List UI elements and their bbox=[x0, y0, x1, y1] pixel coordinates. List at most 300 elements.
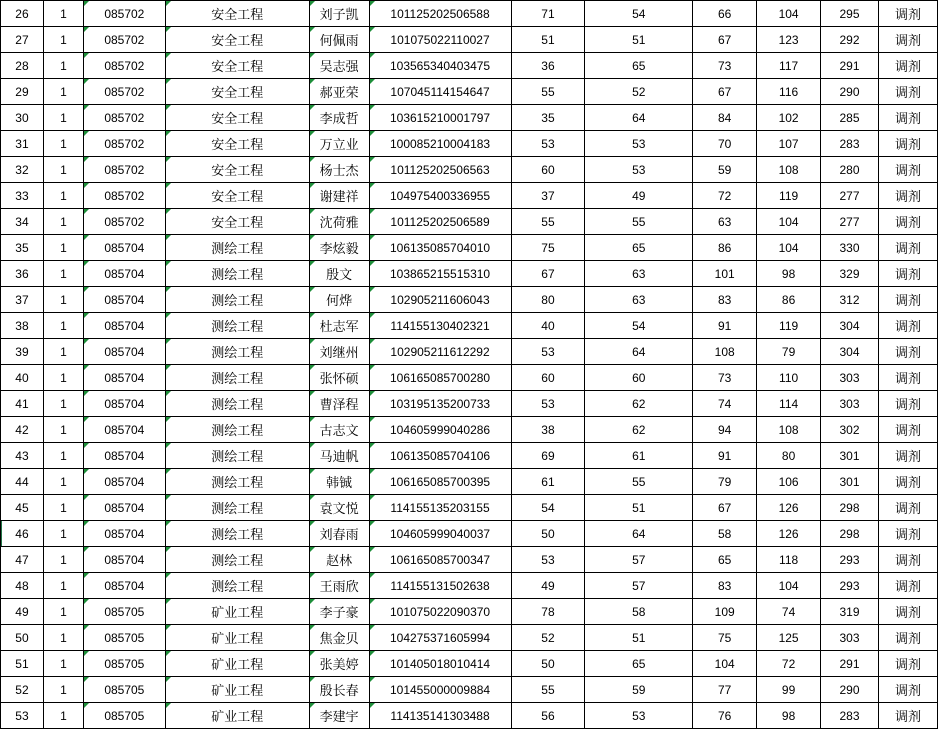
cell-exam-id[interactable]: 106135085704106 bbox=[369, 443, 511, 469]
cell-score-3[interactable]: 83 bbox=[693, 573, 757, 599]
cell-total-score[interactable]: 295 bbox=[821, 1, 879, 27]
table-row[interactable] bbox=[1, 547, 938, 573]
cell-score-2[interactable]: 61 bbox=[585, 443, 693, 469]
cell-major-code[interactable]: 085702 bbox=[83, 131, 165, 157]
cell-student-name[interactable]: 刘春雨 bbox=[309, 521, 369, 547]
cell-score-2[interactable]: 55 bbox=[585, 209, 693, 235]
cell-score-1[interactable]: 53 bbox=[511, 547, 585, 573]
table-row[interactable] bbox=[1, 417, 938, 443]
cell-score-4[interactable]: 80 bbox=[757, 443, 821, 469]
table-row[interactable] bbox=[1, 287, 938, 313]
cell-exam-id[interactable]: 101455000009884 bbox=[369, 677, 511, 703]
cell-score-1[interactable]: 75 bbox=[511, 235, 585, 261]
cell-score-4[interactable]: 116 bbox=[757, 79, 821, 105]
cell-exam-id[interactable]: 101125202506563 bbox=[369, 157, 511, 183]
cell-major-code[interactable]: 085702 bbox=[83, 209, 165, 235]
cell-score-3[interactable]: 104 bbox=[693, 651, 757, 677]
cell-score-4[interactable]: 126 bbox=[757, 495, 821, 521]
cell-score-1[interactable]: 38 bbox=[511, 417, 585, 443]
cell-student-name[interactable]: 张怀硕 bbox=[309, 365, 369, 391]
cell-score-3[interactable]: 91 bbox=[693, 443, 757, 469]
table-row[interactable] bbox=[1, 183, 938, 209]
cell-score-4[interactable]: 104 bbox=[757, 235, 821, 261]
cell-score-2[interactable]: 63 bbox=[585, 287, 693, 313]
cell-score-4[interactable]: 106 bbox=[757, 469, 821, 495]
cell-score-2[interactable]: 64 bbox=[585, 105, 693, 131]
cell-score-1[interactable]: 37 bbox=[511, 183, 585, 209]
cell-total-score[interactable]: 303 bbox=[821, 391, 879, 417]
cell-status[interactable]: 调剂 bbox=[878, 495, 937, 521]
cell-major-code[interactable]: 085705 bbox=[83, 651, 165, 677]
cell-score-3[interactable]: 108 bbox=[693, 339, 757, 365]
cell-major-name[interactable]: 安全工程 bbox=[165, 209, 309, 235]
cell-index[interactable]: 46 bbox=[1, 521, 44, 547]
cell-major-name[interactable]: 矿业工程 bbox=[165, 625, 309, 651]
cell-student-name[interactable]: 何烨 bbox=[309, 287, 369, 313]
cell-status[interactable]: 调剂 bbox=[878, 157, 937, 183]
cell-status[interactable]: 调剂 bbox=[878, 625, 937, 651]
cell-index[interactable]: 36 bbox=[1, 261, 44, 287]
table-row[interactable] bbox=[1, 27, 938, 53]
cell-student-name[interactable]: 刘继州 bbox=[309, 339, 369, 365]
cell-major-name[interactable]: 测绘工程 bbox=[165, 339, 309, 365]
cell-major-code[interactable]: 085705 bbox=[83, 599, 165, 625]
cell-index[interactable]: 30 bbox=[1, 105, 44, 131]
cell-count[interactable]: 1 bbox=[43, 261, 83, 287]
cell-score-1[interactable]: 69 bbox=[511, 443, 585, 469]
cell-index[interactable]: 31 bbox=[1, 131, 44, 157]
cell-index[interactable]: 38 bbox=[1, 313, 44, 339]
cell-status[interactable]: 调剂 bbox=[878, 417, 937, 443]
cell-status[interactable]: 调剂 bbox=[878, 261, 937, 287]
cell-status[interactable]: 调剂 bbox=[878, 573, 937, 599]
cell-score-4[interactable]: 72 bbox=[757, 651, 821, 677]
cell-count[interactable]: 1 bbox=[43, 417, 83, 443]
cell-score-2[interactable]: 62 bbox=[585, 391, 693, 417]
cell-major-code[interactable]: 085704 bbox=[83, 391, 165, 417]
cell-score-3[interactable]: 65 bbox=[693, 547, 757, 573]
cell-score-4[interactable]: 119 bbox=[757, 313, 821, 339]
cell-major-code[interactable]: 085705 bbox=[83, 625, 165, 651]
cell-index[interactable]: 41 bbox=[1, 391, 44, 417]
cell-exam-id[interactable]: 103565340403475 bbox=[369, 53, 511, 79]
cell-count[interactable]: 1 bbox=[43, 677, 83, 703]
cell-count[interactable]: 1 bbox=[43, 287, 83, 313]
cell-index[interactable]: 35 bbox=[1, 235, 44, 261]
cell-exam-id[interactable]: 114155130402321 bbox=[369, 313, 511, 339]
cell-total-score[interactable]: 293 bbox=[821, 547, 879, 573]
cell-score-3[interactable]: 84 bbox=[693, 105, 757, 131]
cell-status[interactable]: 调剂 bbox=[878, 443, 937, 469]
cell-exam-id[interactable]: 106135085704010 bbox=[369, 235, 511, 261]
cell-score-1[interactable]: 60 bbox=[511, 157, 585, 183]
cell-total-score[interactable]: 302 bbox=[821, 417, 879, 443]
cell-total-score[interactable]: 290 bbox=[821, 677, 879, 703]
cell-score-2[interactable]: 52 bbox=[585, 79, 693, 105]
cell-score-1[interactable]: 35 bbox=[511, 105, 585, 131]
cell-exam-id[interactable]: 104275371605994 bbox=[369, 625, 511, 651]
cell-index[interactable]: 28 bbox=[1, 53, 44, 79]
cell-score-2[interactable]: 51 bbox=[585, 625, 693, 651]
cell-major-name[interactable]: 安全工程 bbox=[165, 53, 309, 79]
cell-status[interactable]: 调剂 bbox=[878, 521, 937, 547]
cell-status[interactable]: 调剂 bbox=[878, 53, 937, 79]
cell-score-4[interactable]: 110 bbox=[757, 365, 821, 391]
cell-score-3[interactable]: 101 bbox=[693, 261, 757, 287]
cell-score-2[interactable]: 59 bbox=[585, 677, 693, 703]
cell-total-score[interactable]: 298 bbox=[821, 521, 879, 547]
cell-score-4[interactable]: 117 bbox=[757, 53, 821, 79]
cell-score-4[interactable]: 98 bbox=[757, 703, 821, 729]
cell-score-1[interactable]: 51 bbox=[511, 27, 585, 53]
cell-score-4[interactable]: 104 bbox=[757, 573, 821, 599]
cell-score-3[interactable]: 59 bbox=[693, 157, 757, 183]
cell-exam-id[interactable]: 104605999040286 bbox=[369, 417, 511, 443]
cell-student-name[interactable]: 李炫毅 bbox=[309, 235, 369, 261]
cell-score-2[interactable]: 65 bbox=[585, 53, 693, 79]
cell-total-score[interactable]: 292 bbox=[821, 27, 879, 53]
cell-student-name[interactable]: 张美婷 bbox=[309, 651, 369, 677]
cell-score-3[interactable]: 74 bbox=[693, 391, 757, 417]
cell-student-name[interactable]: 杨士杰 bbox=[309, 157, 369, 183]
cell-major-code[interactable]: 085704 bbox=[83, 573, 165, 599]
cell-score-3[interactable]: 83 bbox=[693, 287, 757, 313]
cell-score-1[interactable]: 67 bbox=[511, 261, 585, 287]
cell-count[interactable]: 1 bbox=[43, 313, 83, 339]
cell-exam-id[interactable]: 102905211606043 bbox=[369, 287, 511, 313]
cell-score-4[interactable]: 98 bbox=[757, 261, 821, 287]
cell-total-score[interactable]: 303 bbox=[821, 625, 879, 651]
cell-major-name[interactable]: 安全工程 bbox=[165, 157, 309, 183]
cell-exam-id[interactable]: 101075022090370 bbox=[369, 599, 511, 625]
table-row[interactable] bbox=[1, 625, 938, 651]
cell-major-code[interactable]: 085702 bbox=[83, 53, 165, 79]
table-row[interactable] bbox=[1, 573, 938, 599]
cell-total-score[interactable]: 298 bbox=[821, 495, 879, 521]
cell-score-1[interactable]: 50 bbox=[511, 521, 585, 547]
cell-exam-id[interactable]: 104975400336955 bbox=[369, 183, 511, 209]
cell-score-1[interactable]: 60 bbox=[511, 365, 585, 391]
cell-score-1[interactable]: 55 bbox=[511, 209, 585, 235]
cell-count[interactable]: 1 bbox=[43, 625, 83, 651]
cell-major-code[interactable]: 085704 bbox=[83, 287, 165, 313]
cell-status[interactable]: 调剂 bbox=[878, 183, 937, 209]
table-row[interactable] bbox=[1, 261, 938, 287]
cell-major-code[interactable]: 085705 bbox=[83, 677, 165, 703]
cell-major-name[interactable]: 测绘工程 bbox=[165, 261, 309, 287]
cell-score-2[interactable]: 58 bbox=[585, 599, 693, 625]
cell-score-1[interactable]: 71 bbox=[511, 1, 585, 27]
cell-major-name[interactable]: 矿业工程 bbox=[165, 703, 309, 729]
cell-student-name[interactable]: 刘子凯 bbox=[309, 1, 369, 27]
cell-student-name[interactable]: 谢建祥 bbox=[309, 183, 369, 209]
cell-index[interactable]: 52 bbox=[1, 677, 44, 703]
cell-status[interactable]: 调剂 bbox=[878, 131, 937, 157]
table-row[interactable] bbox=[1, 703, 938, 729]
cell-student-name[interactable]: 李建宇 bbox=[309, 703, 369, 729]
cell-count[interactable]: 1 bbox=[43, 339, 83, 365]
cell-score-2[interactable]: 53 bbox=[585, 131, 693, 157]
cell-total-score[interactable]: 304 bbox=[821, 313, 879, 339]
cell-score-3[interactable]: 73 bbox=[693, 53, 757, 79]
cell-score-2[interactable]: 53 bbox=[585, 157, 693, 183]
cell-score-3[interactable]: 73 bbox=[693, 365, 757, 391]
cell-index[interactable]: 37 bbox=[1, 287, 44, 313]
cell-status[interactable]: 调剂 bbox=[878, 599, 937, 625]
cell-score-1[interactable]: 52 bbox=[511, 625, 585, 651]
cell-index[interactable]: 27 bbox=[1, 27, 44, 53]
cell-student-name[interactable]: 杜志军 bbox=[309, 313, 369, 339]
cell-count[interactable]: 1 bbox=[43, 131, 83, 157]
cell-index[interactable]: 45 bbox=[1, 495, 44, 521]
cell-total-score[interactable]: 303 bbox=[821, 365, 879, 391]
cell-count[interactable]: 1 bbox=[43, 235, 83, 261]
cell-count[interactable]: 1 bbox=[43, 443, 83, 469]
cell-count[interactable]: 1 bbox=[43, 703, 83, 729]
table-row[interactable] bbox=[1, 235, 938, 261]
cell-status[interactable]: 调剂 bbox=[878, 365, 937, 391]
cell-exam-id[interactable]: 114135141303488 bbox=[369, 703, 511, 729]
table-row[interactable] bbox=[1, 677, 938, 703]
table-row[interactable] bbox=[1, 443, 938, 469]
cell-score-4[interactable]: 104 bbox=[757, 1, 821, 27]
cell-student-name[interactable]: 郝亚荣 bbox=[309, 79, 369, 105]
cell-score-4[interactable]: 123 bbox=[757, 27, 821, 53]
cell-exam-id[interactable]: 103195135200733 bbox=[369, 391, 511, 417]
cell-score-1[interactable]: 80 bbox=[511, 287, 585, 313]
cell-index[interactable]: 42 bbox=[1, 417, 44, 443]
cell-index[interactable]: 32 bbox=[1, 157, 44, 183]
cell-score-4[interactable]: 118 bbox=[757, 547, 821, 573]
cell-status[interactable]: 调剂 bbox=[878, 27, 937, 53]
cell-total-score[interactable]: 277 bbox=[821, 209, 879, 235]
cell-major-code[interactable]: 085704 bbox=[83, 443, 165, 469]
table-row[interactable] bbox=[1, 391, 938, 417]
cell-score-2[interactable]: 51 bbox=[585, 495, 693, 521]
cell-status[interactable]: 调剂 bbox=[878, 677, 937, 703]
cell-student-name[interactable]: 殷长春 bbox=[309, 677, 369, 703]
cell-total-score[interactable]: 312 bbox=[821, 287, 879, 313]
cell-score-1[interactable]: 54 bbox=[511, 495, 585, 521]
cell-count[interactable]: 1 bbox=[43, 469, 83, 495]
cell-count[interactable]: 1 bbox=[43, 651, 83, 677]
cell-score-2[interactable]: 64 bbox=[585, 521, 693, 547]
cell-score-3[interactable]: 109 bbox=[693, 599, 757, 625]
cell-index[interactable]: 29 bbox=[1, 79, 44, 105]
cell-status[interactable]: 调剂 bbox=[878, 79, 937, 105]
cell-index[interactable]: 44 bbox=[1, 469, 44, 495]
cell-total-score[interactable]: 280 bbox=[821, 157, 879, 183]
cell-status[interactable]: 调剂 bbox=[878, 547, 937, 573]
table-row[interactable] bbox=[1, 339, 938, 365]
cell-student-name[interactable]: 吴志强 bbox=[309, 53, 369, 79]
cell-score-4[interactable]: 114 bbox=[757, 391, 821, 417]
cell-status[interactable]: 调剂 bbox=[878, 235, 937, 261]
table-row[interactable] bbox=[1, 53, 938, 79]
cell-count[interactable]: 1 bbox=[43, 1, 83, 27]
cell-major-code[interactable]: 085702 bbox=[83, 157, 165, 183]
cell-score-4[interactable]: 99 bbox=[757, 677, 821, 703]
cell-score-1[interactable]: 50 bbox=[511, 651, 585, 677]
cell-index[interactable]: 53 bbox=[1, 703, 44, 729]
cell-count[interactable]: 1 bbox=[43, 53, 83, 79]
cell-major-code[interactable]: 085702 bbox=[83, 27, 165, 53]
cell-major-name[interactable]: 安全工程 bbox=[165, 183, 309, 209]
cell-score-1[interactable]: 55 bbox=[511, 79, 585, 105]
cell-score-3[interactable]: 77 bbox=[693, 677, 757, 703]
cell-student-name[interactable]: 殷文 bbox=[309, 261, 369, 287]
cell-student-name[interactable]: 古志文 bbox=[309, 417, 369, 443]
cell-score-2[interactable]: 51 bbox=[585, 27, 693, 53]
cell-exam-id[interactable]: 100085210004183 bbox=[369, 131, 511, 157]
cell-count[interactable]: 1 bbox=[43, 495, 83, 521]
cell-total-score[interactable]: 301 bbox=[821, 469, 879, 495]
cell-exam-id[interactable]: 106165085700347 bbox=[369, 547, 511, 573]
cell-student-name[interactable]: 焦金贝 bbox=[309, 625, 369, 651]
cell-status[interactable]: 调剂 bbox=[878, 209, 937, 235]
cell-score-4[interactable]: 119 bbox=[757, 183, 821, 209]
cell-score-1[interactable]: 55 bbox=[511, 677, 585, 703]
cell-index[interactable]: 26 bbox=[1, 1, 44, 27]
cell-index[interactable]: 39 bbox=[1, 339, 44, 365]
cell-major-code[interactable]: 085704 bbox=[83, 469, 165, 495]
cell-index[interactable]: 48 bbox=[1, 573, 44, 599]
cell-total-score[interactable]: 291 bbox=[821, 53, 879, 79]
cell-score-4[interactable]: 126 bbox=[757, 521, 821, 547]
cell-score-1[interactable]: 56 bbox=[511, 703, 585, 729]
cell-major-name[interactable]: 测绘工程 bbox=[165, 521, 309, 547]
cell-total-score[interactable]: 319 bbox=[821, 599, 879, 625]
cell-index[interactable]: 43 bbox=[1, 443, 44, 469]
cell-major-code[interactable]: 085704 bbox=[83, 261, 165, 287]
cell-score-1[interactable]: 53 bbox=[511, 339, 585, 365]
cell-total-score[interactable]: 283 bbox=[821, 703, 879, 729]
cell-score-1[interactable]: 36 bbox=[511, 53, 585, 79]
cell-student-name[interactable]: 李成哲 bbox=[309, 105, 369, 131]
cell-major-code[interactable]: 085702 bbox=[83, 79, 165, 105]
cell-score-3[interactable]: 70 bbox=[693, 131, 757, 157]
cell-score-4[interactable]: 107 bbox=[757, 131, 821, 157]
cell-score-3[interactable]: 91 bbox=[693, 313, 757, 339]
cell-score-4[interactable]: 125 bbox=[757, 625, 821, 651]
cell-total-score[interactable]: 291 bbox=[821, 651, 879, 677]
cell-score-1[interactable]: 61 bbox=[511, 469, 585, 495]
cell-major-code[interactable]: 085704 bbox=[83, 365, 165, 391]
cell-major-code[interactable]: 085704 bbox=[83, 521, 165, 547]
cell-total-score[interactable]: 293 bbox=[821, 573, 879, 599]
cell-score-3[interactable]: 86 bbox=[693, 235, 757, 261]
cell-exam-id[interactable]: 106165085700395 bbox=[369, 469, 511, 495]
table-row[interactable] bbox=[1, 209, 938, 235]
cell-total-score[interactable]: 304 bbox=[821, 339, 879, 365]
cell-exam-id[interactable]: 114155131502638 bbox=[369, 573, 511, 599]
cell-score-3[interactable]: 72 bbox=[693, 183, 757, 209]
table-row[interactable] bbox=[1, 131, 938, 157]
cell-score-1[interactable]: 49 bbox=[511, 573, 585, 599]
cell-score-3[interactable]: 76 bbox=[693, 703, 757, 729]
cell-count[interactable]: 1 bbox=[43, 27, 83, 53]
cell-major-code[interactable]: 085704 bbox=[83, 339, 165, 365]
cell-score-2[interactable]: 63 bbox=[585, 261, 693, 287]
cell-score-2[interactable]: 54 bbox=[585, 1, 693, 27]
cell-major-name[interactable]: 测绘工程 bbox=[165, 547, 309, 573]
cell-count[interactable]: 1 bbox=[43, 209, 83, 235]
cell-score-3[interactable]: 94 bbox=[693, 417, 757, 443]
cell-major-name[interactable]: 安全工程 bbox=[165, 131, 309, 157]
cell-status[interactable]: 调剂 bbox=[878, 339, 937, 365]
cell-total-score[interactable]: 329 bbox=[821, 261, 879, 287]
cell-total-score[interactable]: 301 bbox=[821, 443, 879, 469]
cell-major-name[interactable]: 测绘工程 bbox=[165, 391, 309, 417]
cell-score-2[interactable]: 53 bbox=[585, 703, 693, 729]
cell-status[interactable]: 调剂 bbox=[878, 651, 937, 677]
table-row[interactable] bbox=[1, 157, 938, 183]
cell-count[interactable]: 1 bbox=[43, 391, 83, 417]
cell-major-name[interactable]: 测绘工程 bbox=[165, 495, 309, 521]
cell-major-code[interactable]: 085705 bbox=[83, 703, 165, 729]
cell-index[interactable]: 49 bbox=[1, 599, 44, 625]
cell-exam-id[interactable]: 103615210001797 bbox=[369, 105, 511, 131]
cell-total-score[interactable]: 283 bbox=[821, 131, 879, 157]
cell-student-name[interactable]: 袁文悦 bbox=[309, 495, 369, 521]
table-row[interactable] bbox=[1, 495, 938, 521]
table-row[interactable] bbox=[1, 599, 938, 625]
cell-student-name[interactable]: 王雨欣 bbox=[309, 573, 369, 599]
cell-count[interactable]: 1 bbox=[43, 79, 83, 105]
cell-exam-id[interactable]: 107045114154647 bbox=[369, 79, 511, 105]
cell-count[interactable]: 1 bbox=[43, 521, 83, 547]
cell-major-name[interactable]: 测绘工程 bbox=[165, 417, 309, 443]
cell-status[interactable]: 调剂 bbox=[878, 287, 937, 313]
cell-major-code[interactable]: 085702 bbox=[83, 105, 165, 131]
cell-total-score[interactable]: 330 bbox=[821, 235, 879, 261]
cell-index[interactable]: 47 bbox=[1, 547, 44, 573]
cell-score-4[interactable]: 104 bbox=[757, 209, 821, 235]
cell-major-name[interactable]: 矿业工程 bbox=[165, 599, 309, 625]
table-row[interactable] bbox=[1, 365, 938, 391]
cell-total-score[interactable]: 285 bbox=[821, 105, 879, 131]
cell-major-name[interactable]: 安全工程 bbox=[165, 27, 309, 53]
cell-score-4[interactable]: 79 bbox=[757, 339, 821, 365]
cell-score-3[interactable]: 67 bbox=[693, 27, 757, 53]
cell-major-code[interactable]: 085704 bbox=[83, 547, 165, 573]
cell-score-2[interactable]: 55 bbox=[585, 469, 693, 495]
cell-total-score[interactable]: 290 bbox=[821, 79, 879, 105]
cell-major-name[interactable]: 安全工程 bbox=[165, 1, 309, 27]
cell-status[interactable]: 调剂 bbox=[878, 391, 937, 417]
cell-student-name[interactable]: 何佩雨 bbox=[309, 27, 369, 53]
cell-count[interactable]: 1 bbox=[43, 105, 83, 131]
cell-index[interactable]: 40 bbox=[1, 365, 44, 391]
cell-index[interactable]: 34 bbox=[1, 209, 44, 235]
cell-major-name[interactable]: 测绘工程 bbox=[165, 287, 309, 313]
table-row[interactable] bbox=[1, 1, 938, 27]
cell-student-name[interactable]: 李子豪 bbox=[309, 599, 369, 625]
cell-count[interactable]: 1 bbox=[43, 365, 83, 391]
cell-score-3[interactable]: 67 bbox=[693, 495, 757, 521]
cell-score-3[interactable]: 79 bbox=[693, 469, 757, 495]
cell-student-name[interactable]: 马迪帆 bbox=[309, 443, 369, 469]
cell-score-2[interactable]: 62 bbox=[585, 417, 693, 443]
cell-score-3[interactable]: 67 bbox=[693, 79, 757, 105]
cell-major-code[interactable]: 085702 bbox=[83, 183, 165, 209]
cell-student-name[interactable]: 沈荷雅 bbox=[309, 209, 369, 235]
cell-score-2[interactable]: 49 bbox=[585, 183, 693, 209]
cell-exam-id[interactable]: 103865215515310 bbox=[369, 261, 511, 287]
cell-exam-id[interactable]: 106165085700280 bbox=[369, 365, 511, 391]
table-row[interactable] bbox=[1, 79, 938, 105]
cell-count[interactable]: 1 bbox=[43, 157, 83, 183]
